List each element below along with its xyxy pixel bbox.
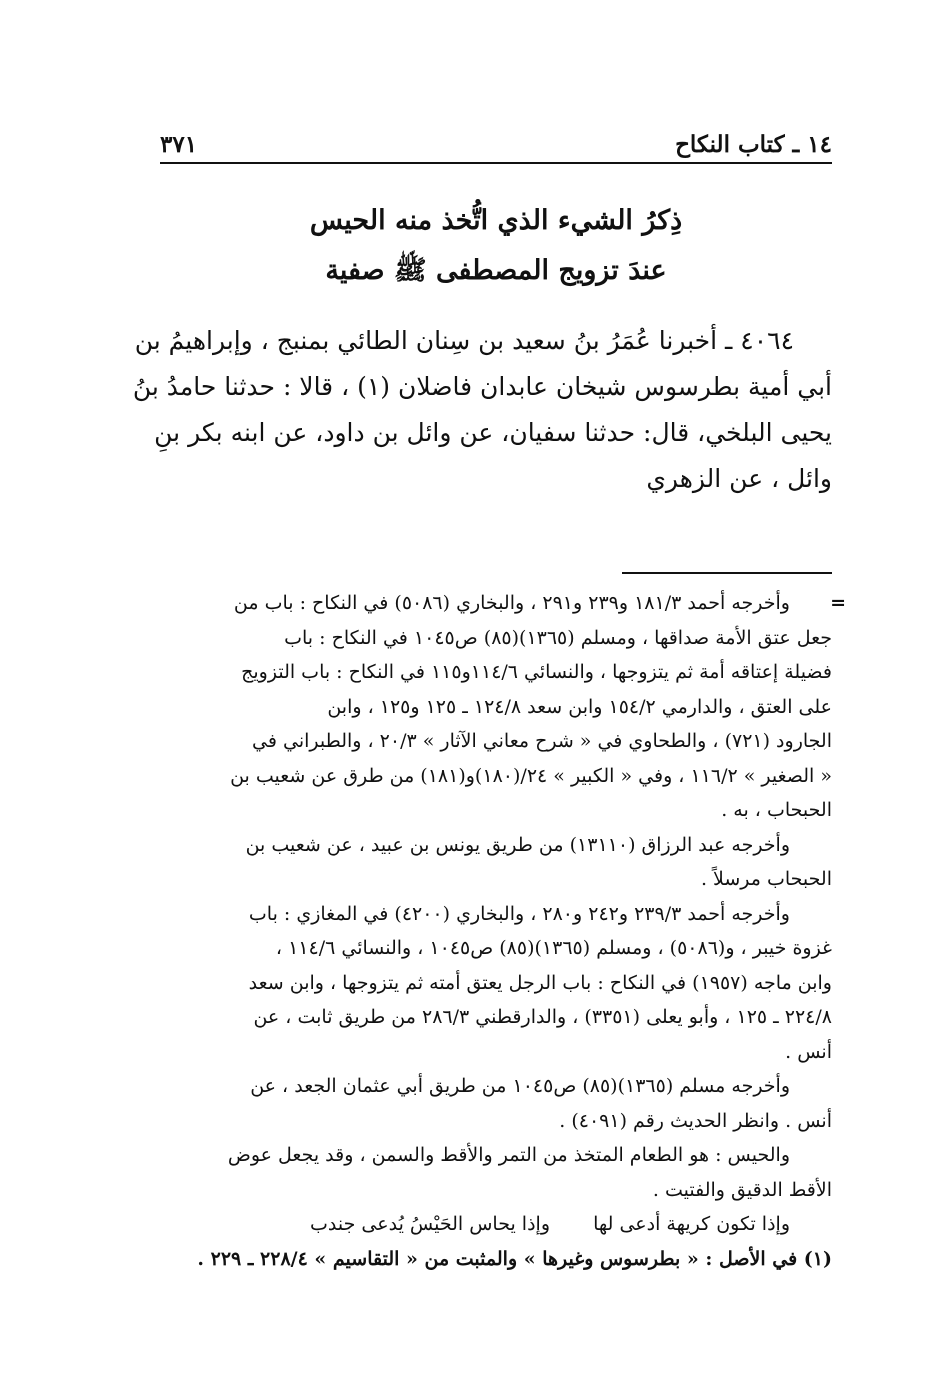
- footnote-line: فضيلة إعتاقه أمة ثم يتزوجها ، والنسائي ١١٤/٦و١١٥ في النكاح : باب التزويج: [241, 661, 832, 683]
- footnote-paragraph: [160, 586, 832, 828]
- footnote-paragraph: [160, 1138, 832, 1207]
- footnote-line: أنس . وانظر الحديث رقم (٤٠٩١) .: [559, 1109, 832, 1132]
- footnote-paragraph: [160, 1069, 832, 1138]
- continuation-mark: =: [830, 592, 846, 614]
- running-header: [160, 128, 832, 164]
- footnotes: [160, 586, 846, 1276]
- footnote-1: (١) في الأصل : « بطرسوس وغيرها » والمثبت من « التقاسيم » ٢٢٨/٤ ـ ٢٢٩ .: [197, 1247, 832, 1270]
- hadith-text: [132, 318, 832, 502]
- footnote-line: والحيس : هو الطعام المتخذ من التمر والأقط والسمن ، وقد يجعل عوض: [227, 1144, 790, 1166]
- footnote-separator: [622, 572, 832, 574]
- footnote-line: وأخرجه أحمد ٢٣٩/٣ و٢٤٢ و٢٨٠ ، والبخاري (٤٢٠٠) في المغازي : باب: [248, 902, 790, 925]
- footnote-line: وأخرجه عبد الرزاق (١٣١١٠) من طريق يونس بن عبيد ، عن شعيب بن: [245, 833, 790, 856]
- footnote-paragraph: [160, 828, 832, 897]
- footnote-line: وأخرجه أحمد ١٨١/٣ و٢٣٩ و٢٩١ ، والبخاري (٥٠٨٦) في النكاح : باب من: [233, 592, 790, 614]
- footnote-line: أنس .: [785, 1040, 832, 1063]
- footnote-line: الأقط الدقيق والفتيت .: [652, 1178, 832, 1201]
- footnote-line: ٢٢٤/٨ ـ ١٢٥ ، وأبو يعلى (٣٣٥١) ، والدارقطني ٢٨٦/٣ من طريق ثابت ، عن: [253, 1006, 832, 1028]
- hadith-line: أبي أمية بطرسوس شيخان عابدان فاضلان (١) ، قالا : حدثنا حامدُ بنُ: [132, 372, 832, 401]
- chapter-title: ١٤ ـ كتاب النكاح: [675, 131, 832, 158]
- footnote-line: الحبحاب ، به .: [721, 799, 832, 821]
- footnote-line: الحبحاب مرسلاً .: [700, 868, 832, 890]
- footnote-line: جعل عتق الأمة صداقها ، ومسلم (١٣٦٥)(٨٥) ص١٠٤٥ في النكاح : باب: [284, 626, 832, 649]
- page-number: ٣٧١: [160, 131, 198, 158]
- footnote-line: الجارود (٧٢١) ، والطحاوي في « شرح معاني الآثار » ٢٠/٣ ، والطبراني في: [252, 730, 832, 752]
- footnote-line: على العتق ، والدارمي ١٥٤/٢ وابن سعد ١٢٤/٨ ـ ١٢٥ و١٢٥ ، وابن: [327, 695, 832, 718]
- hadith-line: وائل ، عن الزهري: [646, 464, 832, 493]
- hadith-line: ٤٠٦٤ ـ أخبرنا عُمَرُ بنُ سعيد بن سِنان الطائي بمنبج ، وإبراهيمُ بن: [134, 326, 794, 355]
- footnote-line: غزوة خيبر ، و(٥٠٨٦) ، ومسلم (١٣٦٥)(٨٥) ص١٠٤٥ ، والنسائي ١١٤/٦ ،: [275, 937, 832, 959]
- footnote-line: « الصغير » ١١٦/٢ ، وفي « الكبير » ٢٤/(١٨٠)و(١٨١) من طرق عن شعيب بن: [230, 764, 832, 787]
- heading-line-1: ذِكرُ الشيء الذي اتُّخذ منه الحيس: [309, 205, 683, 236]
- verse-hemistich-2: وإذا يحاس الحَيْسُ يُدعى جندب: [310, 1213, 550, 1235]
- heading-line-2: عندَ تزويج المصطفى ﷺ صفية: [325, 255, 667, 286]
- footnote-line: وأخرجه مسلم (١٣٦٥)(٨٥) ص١٠٤٥ من طريق أبي عثمان الجعد ، عن: [250, 1075, 790, 1097]
- footnote-line: وابن ماجه (١٩٥٧) في النكاح : باب الرجل يعتق أمته ثم يتزوجها ، وابن سعد: [248, 971, 832, 994]
- footnote-paragraph: [160, 897, 832, 1070]
- hadith-line: يحيى البلخي، قال: حدثنا سفيان، عن وائل بن داود، عن ابنه بكر بنِ: [154, 418, 832, 447]
- section-heading: [160, 196, 832, 296]
- verse-hemistich-1: وإذا تكون كريهة أدعى لها: [593, 1213, 790, 1235]
- poetry-verse: [160, 1207, 832, 1242]
